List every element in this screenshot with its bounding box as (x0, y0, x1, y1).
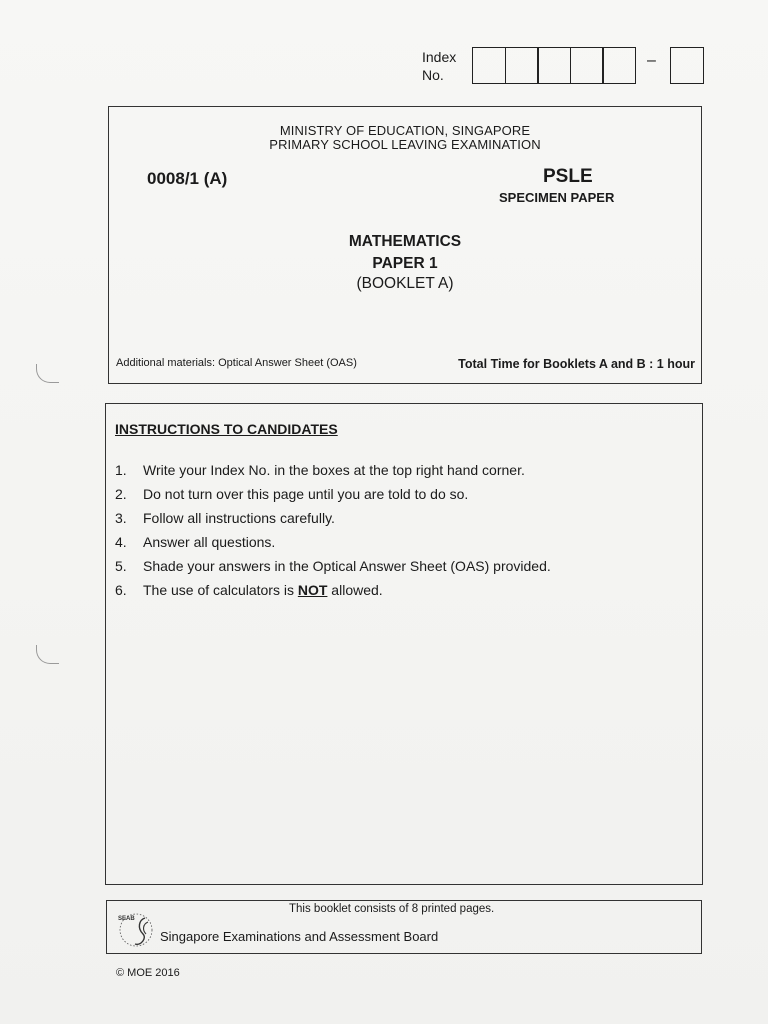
specimen-label: SPECIMEN PAPER (499, 190, 615, 205)
instructions-title: INSTRUCTIONS TO CANDIDATES (115, 421, 338, 437)
list-item: 6. The use of calculators is NOT allowed. (115, 582, 383, 598)
list-item: 2. Do not turn over this page until you are told to do so. (115, 486, 469, 502)
copyright: © MOE 2016 (116, 967, 180, 979)
list-item: 1. Write your Index No. in the boxes at the top right hand corner. (115, 462, 525, 478)
index-digit-box[interactable] (570, 47, 604, 84)
total-time: Total Time for Booklets A and B : 1 hour (458, 357, 695, 371)
index-digit-box[interactable] (602, 47, 636, 84)
paper-code: 0008/1 (A) (147, 169, 228, 188)
punch-hole-mark (36, 364, 59, 383)
index-digit-box[interactable] (505, 47, 539, 84)
index-digit-box[interactable] (537, 47, 571, 84)
subject-title: MATHEMATICS PAPER 1 (348, 233, 462, 272)
booklet-label: (BOOKLET A) (356, 275, 454, 292)
additional-materials: Additional materials: Optical Answer Sheet (OAS) (116, 357, 357, 369)
list-item: 4. Answer all questions. (115, 534, 276, 550)
punch-hole-mark (36, 645, 59, 664)
instructions-box (105, 403, 703, 885)
index-no-boxes (472, 47, 635, 84)
page-count-note: This booklet consists of 8 printed pages. (289, 903, 495, 915)
index-check-box[interactable] (670, 47, 704, 84)
list-item: 5. Shade your answers in the Optical Answer Sheet (OAS) provided. (115, 558, 551, 574)
index-no-label: Index No. (422, 49, 457, 83)
instructions-list (115, 461, 551, 605)
index-digit-box[interactable] (472, 47, 506, 84)
exam-header-box (108, 106, 702, 384)
exam-short-name: PSLE (543, 166, 593, 187)
list-item: 3. Follow all instructions carefully. (115, 510, 335, 526)
svg-text:SEAB: SEAB (118, 916, 135, 922)
ministry-heading: MINISTRY OF EDUCATION, SINGAPORE PRIMARY SCHOOL LEAVING EXAMINATION (269, 123, 541, 152)
board-name: Singapore Examinations and Assessment Board (160, 929, 439, 944)
footer-box (106, 900, 702, 954)
not-emphasis: NOT (297, 582, 328, 598)
index-dash: – (647, 52, 656, 69)
seab-logo-icon (115, 906, 157, 950)
